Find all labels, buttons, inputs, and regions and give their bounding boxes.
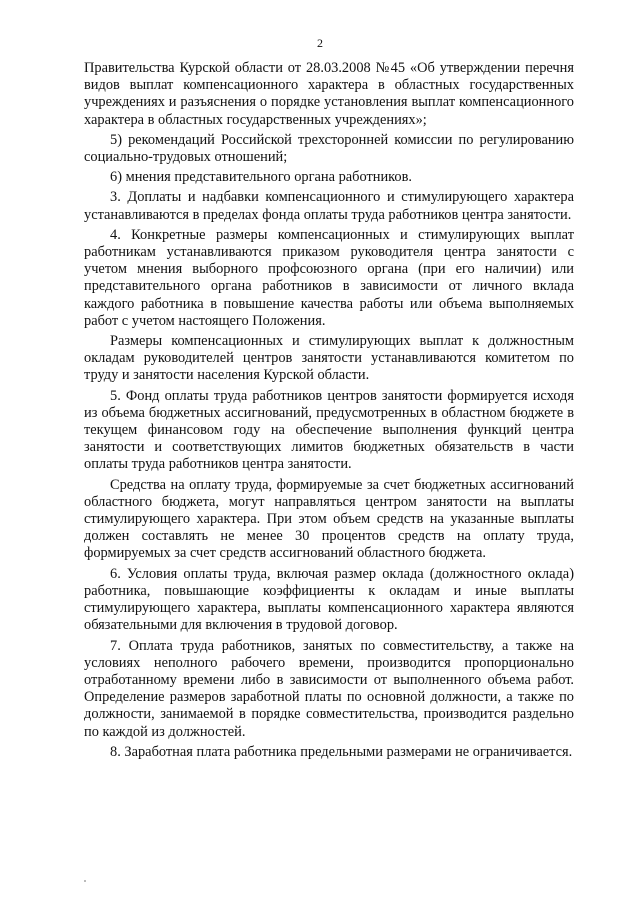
paragraph-item-5: 5) рекомендаций Российской трехсторонней комиссии по регулированию социально-трудовых отношений; bbox=[84, 131, 574, 166]
scan-artifact-dot bbox=[84, 880, 86, 882]
paragraph-clause-4: 4. Конкретные размеры компенсационных и стимулирующих выплат работникам устанавливаются приказом руководителя центра занятости с учетом мнения выборного профсоюзного органа (при его наличии) или представительного органа работников в зависимости от личного вклада каждого работника в повышение качества работы или объема выполняемых работ с учетом настоящего Положения. bbox=[84, 226, 574, 329]
page-number: 2 bbox=[317, 36, 323, 50]
document-body bbox=[84, 60, 574, 764]
paragraph-clause-5-cont: Средства на оплату труда, формируемые за счет бюджетных ассигнований областного бюджета, могут направляться центром занятости на выплаты стимулирующего характера. При этом объем средств на указанные выплаты должен составлять не менее 30 процентов средств на оплату труда, формируемых за счет средств ассигнований областного бюджета. bbox=[84, 476, 574, 562]
paragraph-clause-4-cont: Размеры компенсационных и стимулирующих выплат к должностным окладам руководителей центров занятости устанавливаются комитетом по труду и занятости населения Курской области. bbox=[84, 333, 574, 384]
paragraph-clause-3: 3. Доплаты и надбавки компенсационного и стимулирующего характера устанавливаются в пределах фонда оплаты труда работников центра занятости. bbox=[84, 189, 574, 223]
paragraph-item-6: 6) мнения представительного органа работников. bbox=[110, 169, 413, 186]
paragraph-clause-8: 8. Заработная плата работника предельными размерами не ограничивается. bbox=[110, 743, 573, 760]
paragraph-clause-5: 5. Фонд оплаты труда работников центров занятости формируется исходя из объема бюджетных ассигнований, предусмотренных в областном бюджете в текущем финансовом году на обеспечение выполнения функций центра занятости и соответствующих лимитов бюджетных обязательств в части оплаты труда работников центра занятости. bbox=[84, 387, 574, 473]
paragraph-clause-7: 7. Оплата труда работников, занятых по совместительству, а также на условиях неполного рабочего времени, производится пропорционально отработанному времени либо в зависимости от выполненного объема работ. Определение размеров заработной платы по основной должности, а также по должности, занимаемой в порядке совместительства, производится раздельно по каждой из должностей. bbox=[84, 637, 574, 740]
paragraph-continuation: Правительства Курской области от 28.03.2008 №45 «Об утверждении перечня видов выплат компенсационного характера в областных государственных учреждениях и разъяснения о порядке установления выплат компенсационного характера в областных государственных учреждениях»; bbox=[84, 60, 574, 128]
paragraph-clause-6: 6. Условия оплаты труда, включая размер оклада (должностного оклада) работника, повышающие коэффициенты к окладам и иные выплаты стимулирующего характера, выплаты компенсационного характера являются обязательными для включения в трудовой договор. bbox=[84, 565, 574, 634]
